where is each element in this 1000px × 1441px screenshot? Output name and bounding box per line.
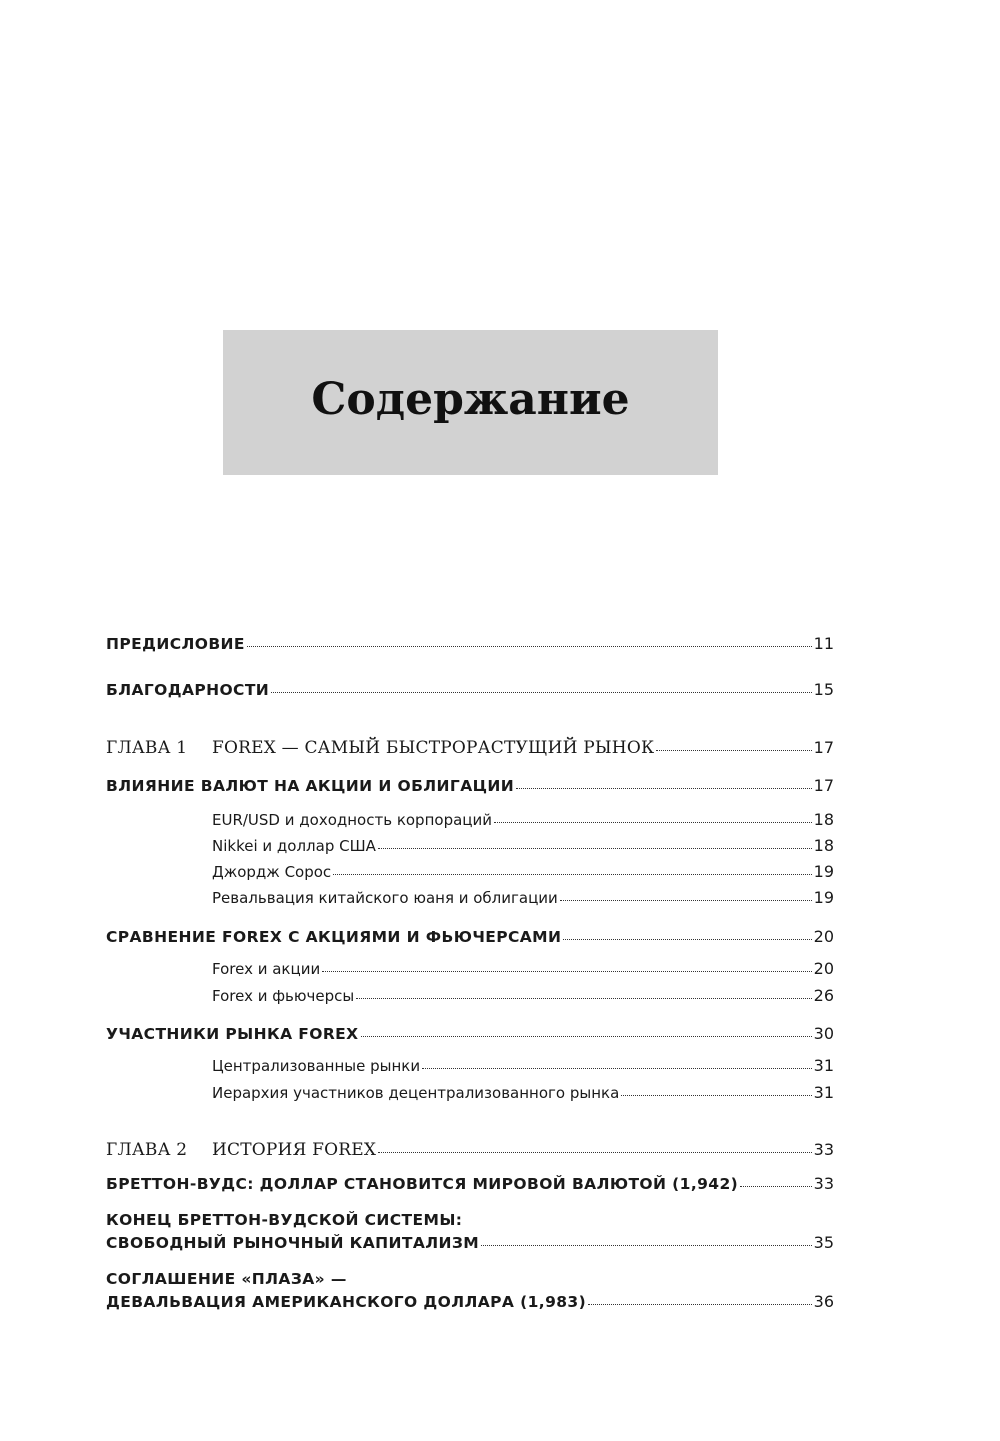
dot-leader bbox=[621, 1094, 811, 1096]
toc-page-number: 20 bbox=[813, 927, 834, 946]
toc-page-number: 26 bbox=[813, 986, 834, 1005]
toc-page-number: 31 bbox=[813, 1056, 834, 1075]
toc-page-number: 15 bbox=[813, 680, 834, 699]
toc-section-bretton-woods[interactable] bbox=[106, 1176, 834, 1193]
toc-page-number: 35 bbox=[813, 1233, 834, 1252]
toc-page-number: 19 bbox=[813, 862, 834, 881]
dot-leader bbox=[271, 691, 811, 693]
toc-entry-label: EUR/USD и доходность корпораций bbox=[212, 811, 492, 829]
dot-leader bbox=[361, 1035, 812, 1037]
dot-leader bbox=[247, 645, 812, 647]
toc-section-forex-vs-stocks[interactable] bbox=[106, 929, 834, 946]
dot-leader bbox=[333, 873, 811, 875]
toc-entry-label: БЛАГОДАРНОСТИ bbox=[106, 681, 270, 699]
toc-entry-label-line1: СОГЛАШЕНИЕ «ПЛАЗА» — bbox=[106, 1270, 347, 1288]
toc-subsection[interactable] bbox=[212, 1085, 834, 1101]
toc-entry-label-line1: КОНЕЦ БРЕТТОН-ВУДСКОЙ СИСТЕМЫ: bbox=[106, 1211, 463, 1229]
chapter-number: ГЛАВА 2 bbox=[106, 1140, 188, 1160]
toc-page-number: 33 bbox=[813, 1140, 834, 1159]
toc-subsection[interactable] bbox=[212, 812, 834, 828]
toc-chapter-2[interactable] bbox=[106, 1142, 834, 1159]
dot-leader bbox=[560, 899, 812, 901]
dot-leader bbox=[740, 1185, 811, 1187]
dot-leader bbox=[322, 970, 811, 972]
toc-entry-label: УЧАСТНИКИ РЫНКА FOREX bbox=[106, 1025, 359, 1043]
toc-page-number: 11 bbox=[813, 634, 834, 653]
toc-entry-thanks[interactable] bbox=[106, 682, 834, 699]
toc-entry-label: СРАВНЕНИЕ FOREX С АКЦИЯМИ И ФЬЮЧЕРСАМИ bbox=[106, 928, 562, 946]
toc-subsection[interactable] bbox=[212, 1058, 834, 1074]
toc-page-number: 33 bbox=[813, 1174, 834, 1193]
toc-entry-label: Иерархия участников децентрализованного рынка bbox=[212, 1084, 620, 1102]
dot-leader bbox=[516, 787, 812, 789]
toc-page-number: 30 bbox=[813, 1024, 834, 1043]
toc-page-number: 20 bbox=[813, 959, 834, 978]
title-banner bbox=[223, 330, 718, 475]
toc-entry-label: ВЛИЯНИЕ ВАЛЮТ НА АКЦИИ И ОБЛИГАЦИИ bbox=[106, 777, 515, 795]
toc-entry-label: БРЕТТОН-ВУДС: ДОЛЛАР СТАНОВИТСЯ МИРОВОЙ ВАЛЮТОЙ (1,942) bbox=[106, 1175, 739, 1193]
toc-entry-label: СВОБОДНЫЙ РЫНОЧНЫЙ КАПИТАЛИЗМ bbox=[106, 1234, 480, 1252]
toc-subsection[interactable] bbox=[212, 864, 834, 880]
dot-leader bbox=[356, 997, 811, 999]
toc-section-participants[interactable] bbox=[106, 1026, 834, 1043]
dot-leader bbox=[656, 749, 811, 751]
dot-leader bbox=[563, 938, 811, 940]
toc-entry-label: Ревальвация китайского юаня и облигации bbox=[212, 889, 558, 907]
toc-page-number: 19 bbox=[813, 888, 834, 907]
toc-page-number: 31 bbox=[813, 1083, 834, 1102]
toc-page-number: 18 bbox=[813, 836, 834, 855]
toc-entry-label: Forex и фьючерсы bbox=[212, 987, 355, 1005]
dot-leader bbox=[422, 1067, 812, 1069]
toc-page-number: 36 bbox=[813, 1292, 834, 1311]
toc-entry-label: ДЕВАЛЬВАЦИЯ АМЕРИКАНСКОГО ДОЛЛАРА (1,983) bbox=[106, 1293, 587, 1311]
toc-section-plaza-accord[interactable] bbox=[106, 1270, 834, 1311]
toc-subsection[interactable] bbox=[212, 961, 834, 977]
toc-subsection[interactable] bbox=[212, 988, 834, 1004]
page-title: Содержание bbox=[311, 374, 630, 425]
chapter-number: ГЛАВА 1 bbox=[106, 738, 188, 758]
dot-leader bbox=[494, 821, 812, 823]
toc-chapter-1[interactable] bbox=[106, 740, 834, 757]
chapter-title: ИСТОРИЯ FOREX bbox=[212, 1140, 377, 1160]
toc-subsection[interactable] bbox=[212, 838, 834, 854]
toc-entry-preface[interactable] bbox=[106, 636, 834, 653]
toc-entry-label: Джордж Сорос bbox=[212, 863, 332, 881]
toc-entry-label: Nikkei и доллар США bbox=[212, 837, 376, 855]
toc-page-number: 17 bbox=[813, 776, 834, 795]
dot-leader bbox=[378, 847, 812, 849]
toc-page-number: 18 bbox=[813, 810, 834, 829]
toc-page-number: 17 bbox=[813, 738, 834, 757]
dot-leader bbox=[481, 1244, 812, 1246]
chapter-title: FOREX — САМЫЙ БЫСТРОРАСТУЩИЙ РЫНОК bbox=[212, 738, 655, 758]
toc-entry-label: Централизованные рынки bbox=[212, 1057, 421, 1075]
toc-entry-label: ПРЕДИСЛОВИЕ bbox=[106, 635, 245, 653]
toc-entry-label: Forex и акции bbox=[212, 960, 321, 978]
dot-leader bbox=[588, 1303, 812, 1305]
toc-subsection[interactable] bbox=[212, 890, 834, 906]
toc-section-end-bretton-woods[interactable] bbox=[106, 1211, 834, 1252]
dot-leader bbox=[378, 1151, 811, 1153]
toc-section-currencies-stocks[interactable] bbox=[106, 778, 834, 795]
